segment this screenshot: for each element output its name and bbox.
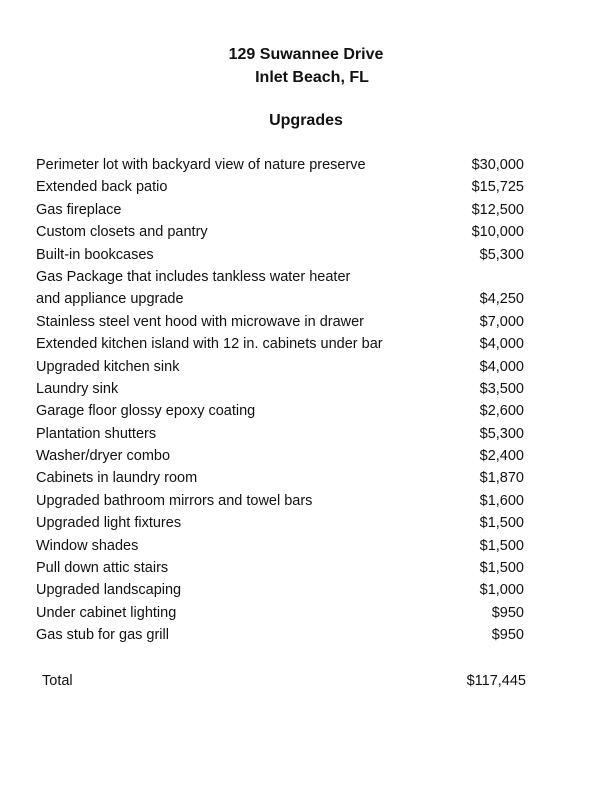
item-amount: $5,300 <box>479 246 524 263</box>
list-item <box>36 490 526 512</box>
item-label: Custom closets and pantry <box>36 224 208 241</box>
total-row <box>42 670 526 692</box>
item-label: Upgraded landscaping <box>36 582 182 599</box>
item-amount: $3,500 <box>479 380 524 397</box>
item-amount: $10,000 <box>471 224 524 241</box>
item-label: Stainless steel vent hood with microwave in drawer <box>36 313 365 330</box>
item-label: Upgraded light fixtures <box>36 515 182 532</box>
item-label: Cabinets in laundry room <box>36 470 198 487</box>
item-label: Gas stub for gas grill <box>36 627 169 644</box>
list-item <box>36 199 526 221</box>
item-label: Extended kitchen island with 12 in. cabinets under bar <box>36 336 383 353</box>
item-amount: $7,000 <box>479 313 524 330</box>
item-amount: $950 <box>491 604 524 621</box>
item-amount: $4,250 <box>479 291 524 308</box>
item-label: Upgraded bathroom mirrors and towel bars <box>36 492 313 509</box>
upgrades-list <box>36 154 526 647</box>
item-amount: $1,500 <box>479 515 524 532</box>
item-amount: $1,500 <box>479 537 524 554</box>
list-item <box>36 333 526 355</box>
item-amount: $1,600 <box>479 492 524 509</box>
list-item <box>36 266 526 288</box>
list-item <box>36 221 526 243</box>
item-amount: $12,500 <box>471 201 524 218</box>
item-label: Under cabinet lighting <box>36 604 177 621</box>
item-amount: $5,300 <box>479 425 524 442</box>
item-amount: $15,725 <box>471 179 524 196</box>
list-item <box>36 288 526 310</box>
item-label: Laundry sink <box>36 380 119 397</box>
item-label: Washer/dryer combo <box>36 448 171 465</box>
item-amount: $1,000 <box>479 582 524 599</box>
item-amount: $4,000 <box>479 336 524 353</box>
item-label: Gas Package that includes tankless water heater <box>36 268 351 285</box>
list-item <box>36 512 526 534</box>
list-item <box>36 557 526 579</box>
list-item <box>36 624 526 646</box>
section-title: Upgrades <box>269 112 343 129</box>
item-amount: $2,400 <box>479 448 524 465</box>
list-item <box>36 602 526 624</box>
item-label: Gas fireplace <box>36 201 122 218</box>
item-label: and appliance upgrade <box>36 291 184 308</box>
address-line-1: 129 Suwannee Drive <box>228 46 384 63</box>
item-amount: $1,870 <box>479 470 524 487</box>
list-item <box>36 579 526 601</box>
list-item <box>36 445 526 467</box>
list-item <box>36 467 526 489</box>
list-item <box>36 154 526 176</box>
item-label: Built-in bookcases <box>36 246 154 263</box>
list-item <box>36 423 526 445</box>
total-amount: $117,445 <box>466 673 526 689</box>
item-amount: $4,000 <box>479 358 524 375</box>
list-item <box>36 535 526 557</box>
list-item <box>36 244 526 266</box>
address-line-2: Inlet Beach, FL <box>255 69 369 86</box>
total-label: Total <box>42 673 73 689</box>
item-label: Plantation shutters <box>36 425 157 442</box>
item-label: Garage floor glossy epoxy coating <box>36 403 256 420</box>
list-item <box>36 356 526 378</box>
list-item <box>36 311 526 333</box>
item-amount: $2,600 <box>479 403 524 420</box>
item-amount: $30,000 <box>471 157 524 173</box>
item-label: Window shades <box>36 537 139 554</box>
item-label: Pull down attic stairs <box>36 560 169 577</box>
list-item <box>36 400 526 422</box>
list-item <box>36 378 526 400</box>
item-label: Upgraded kitchen sink <box>36 358 180 375</box>
list-item <box>36 176 526 198</box>
item-amount: $1,500 <box>479 560 524 577</box>
item-label: Extended back patio <box>36 179 168 196</box>
item-label: Perimeter lot with backyard view of nature preserve <box>36 157 366 173</box>
item-amount: $950 <box>491 627 524 644</box>
